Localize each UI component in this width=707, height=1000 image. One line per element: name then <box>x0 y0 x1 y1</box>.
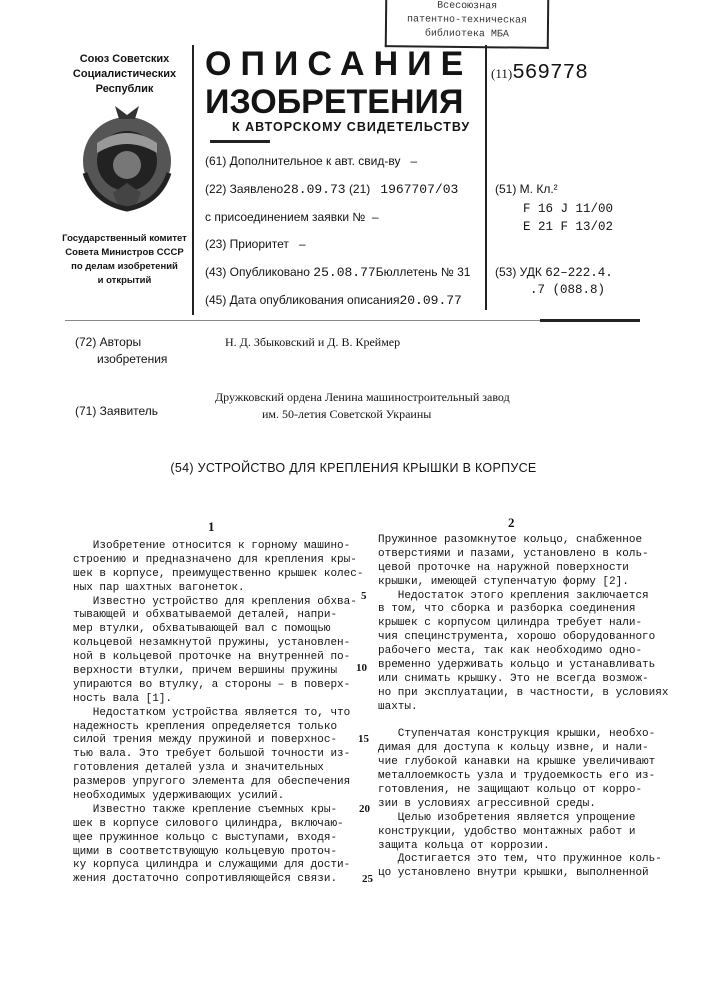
country-line: Союз Советских <box>62 52 187 67</box>
patent-number-code: (11) <box>491 66 512 81</box>
divider <box>485 45 487 310</box>
field-value: – <box>410 154 417 168</box>
field-label: (61) Дополнительное к авт. свид-ву <box>205 154 400 168</box>
text-line: временно удерживать кольцо и устанавливать <box>378 659 668 673</box>
text-line: Достигается это тем, что пружинное коль- <box>378 853 668 867</box>
field-label: (43) Опубликовано <box>205 265 310 279</box>
patent-number <box>491 62 588 85</box>
udk-value: 62–222.4. <box>545 266 613 280</box>
title-subtitle: К АВТОРСКОМУ СВИДЕТЕЛЬСТВУ <box>232 120 470 134</box>
field-23 <box>205 237 306 251</box>
text-line: ку корпуса цилиндра и служащими для дости- <box>73 859 363 873</box>
text-line: димая для доступа к кольцу извне, и нали- <box>378 742 668 756</box>
text-line: ной в кольцевой проточке на внутренней по- <box>73 651 363 665</box>
text-line: тывающей и обхватываемой деталей, напри- <box>73 609 363 623</box>
field-43 <box>205 265 470 280</box>
text-line: щее пружинное кольцо с выступами, входя- <box>73 832 363 846</box>
field-label: (22) Заявлено <box>205 182 283 196</box>
text-line: защита кольца от коррозии. <box>378 840 668 854</box>
stamp-line: Всесоюзная <box>387 0 547 15</box>
line-number: 25 <box>362 873 373 885</box>
committee-line: и открытий <box>62 274 187 288</box>
text-line: в том, что сборка и разборка соединения <box>378 603 668 617</box>
text-line: или снимать крышку. Это не всегда возмож- <box>378 673 668 687</box>
divider <box>192 45 194 315</box>
text-line: но при эксплуатации, в частности, в условиях <box>378 687 668 701</box>
field-61 <box>205 154 417 168</box>
field-label: (23) Приоритет <box>205 237 289 251</box>
text-line: ность вала [1]. <box>73 693 363 707</box>
classification-code: E 21 F 13/02 <box>523 220 613 234</box>
ussr-emblem-icon <box>75 103 180 215</box>
text-line: зии в условиях агрессивной среды. <box>378 798 668 812</box>
field-value: – <box>299 237 306 251</box>
field-label: Бюллетень № <box>376 265 454 279</box>
text-line: готовления деталей узла и значительных <box>73 762 363 776</box>
line-number: 15 <box>358 733 369 745</box>
applicant-label: (71) Заявитель <box>75 404 158 418</box>
text-line: строению и предназначено для крепления кры- <box>73 554 363 568</box>
library-stamp <box>385 0 550 49</box>
text-line: необходимых удерживающих усилий. <box>73 790 363 804</box>
text-line: крышек с корпусом цилиндра требует нали- <box>378 617 668 631</box>
classification-code: F 16 J 11/00 <box>523 202 613 216</box>
divider <box>210 140 270 143</box>
text-line: Известно устройство для крепления обхва- <box>73 596 363 610</box>
text-line: цевой проточке на наружной поверхности <box>378 562 668 576</box>
field-label: с присоединением заявки № <box>205 210 365 224</box>
text-line: щими в соответствующую кольцевую проточ- <box>73 846 363 860</box>
country-line: Республик <box>62 82 187 97</box>
text-line: тью вала. Это требует большой точности из- <box>73 748 363 762</box>
udk-label: (53) УДК <box>495 265 542 279</box>
field-joined <box>205 210 379 224</box>
text-line: отверстиями и пазами, установлено в коль- <box>378 548 668 562</box>
stamp-line: библиотека МБА <box>387 27 547 43</box>
text-line: кольцевой незамкнутой пружины, установлен- <box>73 637 363 651</box>
field-value: – <box>372 210 379 224</box>
authors-names: Н. Д. Збыковский и Д. В. Креймер <box>225 335 400 350</box>
field-value: 25.08.77 <box>313 265 375 280</box>
committee-line: Государственный комитет <box>62 232 187 246</box>
field-45 <box>205 293 462 308</box>
stamp-line: патентно-техническая <box>387 13 547 29</box>
text-line: чие глубокой канавки на крышке увеличивают <box>378 756 668 770</box>
text-line: шек в корпусе, преимущественно крышек колес- <box>73 568 363 582</box>
field-label: (45) Дата опубликования описания <box>205 293 399 307</box>
text-line: крышки, имеющей ступенчатую форму [2]. <box>378 576 668 590</box>
text-line: Недостатком устройства является то, что <box>73 707 363 721</box>
line-number: 20 <box>359 803 370 815</box>
committee-line: по делам изобретений <box>62 260 187 274</box>
text-line: упираются во втулку, а стороны – в поверх- <box>73 679 363 693</box>
field-value: 20.09.77 <box>399 293 461 308</box>
title-line-2: ИЗОБРЕТЕНИЯ <box>205 84 463 120</box>
field-value: 31 <box>457 265 470 279</box>
title-line-1: ОПИСАНИЕ <box>205 46 472 82</box>
text-line: шахты. <box>378 701 668 715</box>
udk-value: .7 (088.8) <box>530 283 605 297</box>
column-number: 2 <box>508 515 515 531</box>
text-column-1 <box>73 540 363 887</box>
field-22 <box>205 182 458 197</box>
text-line: силой трения между пружиной и поверхнос- <box>73 734 363 748</box>
text-line: верхности втулки, причем вершины пружины <box>73 665 363 679</box>
field-value: 1967707/03 <box>380 182 458 197</box>
text-line: жения достаточно сопротивляющейся связи. <box>73 873 363 887</box>
authors-label: изобретения <box>97 352 167 366</box>
line-number: 5 <box>361 590 367 602</box>
text-line: чия специнструмента, хорошо оборудованного <box>378 631 668 645</box>
text-line: Изобретение относится к горному машино- <box>73 540 363 554</box>
text-line: Недостаток этого крепления заключается <box>378 590 668 604</box>
field-label: (21) <box>349 182 370 196</box>
text-line: Целью изобретения является упрощение <box>378 812 668 826</box>
country-name <box>62 52 187 97</box>
text-line: ных пар шахтных вагонеток. <box>73 582 363 596</box>
invention-title: (54) УСТРОЙСТВО ДЛЯ КРЕПЛЕНИЯ КРЫШКИ В КОРПУСЕ <box>0 461 707 475</box>
text-line: размеров упругого элемента для обеспечения <box>73 776 363 790</box>
committee-name <box>62 232 187 288</box>
applicant-line: Дружковский ордена Ленина машиностроительный завод <box>215 390 510 405</box>
text-column-2 <box>378 534 668 881</box>
column-number: 1 <box>208 519 215 535</box>
text-line: шек в корпусе силового цилиндра, включаю- <box>73 818 363 832</box>
applicant-line: им. 50-летия Советской Украины <box>262 407 431 422</box>
text-line: надежность крепления определяется только <box>73 721 363 735</box>
text-line: Известно также крепление съемных кры- <box>73 804 363 818</box>
country-line: Социалистических <box>62 67 187 82</box>
text-line: Пружинное разомкнутое кольцо, снабженное <box>378 534 668 548</box>
classification-label: (51) М. Кл.² <box>495 182 558 196</box>
text-line: цо установлено внутри крышки, выполненной <box>378 867 668 881</box>
authors-label: (72) Авторы <box>75 335 141 349</box>
field-value: 28.09.73 <box>283 182 345 197</box>
text-line: мер втулки, обхватывающей вал с помощью <box>73 623 363 637</box>
text-line: Ступенчатая конструкция крышки, необхо- <box>378 728 668 742</box>
text-line: конструкции, удобство монтажных работ и <box>378 826 668 840</box>
patent-number-value: 569778 <box>512 62 588 85</box>
line-number: 10 <box>356 662 367 674</box>
committee-line: Совета Министров СССР <box>62 246 187 260</box>
text-line: металлоемкость узла и трудоемкость его из- <box>378 770 668 784</box>
text-line: рабочего места, так как необходимо одно- <box>378 645 668 659</box>
text-line <box>378 715 668 729</box>
text-line: готовления, не защищают кольцо от корро- <box>378 784 668 798</box>
divider <box>540 319 640 322</box>
udk <box>495 265 613 280</box>
